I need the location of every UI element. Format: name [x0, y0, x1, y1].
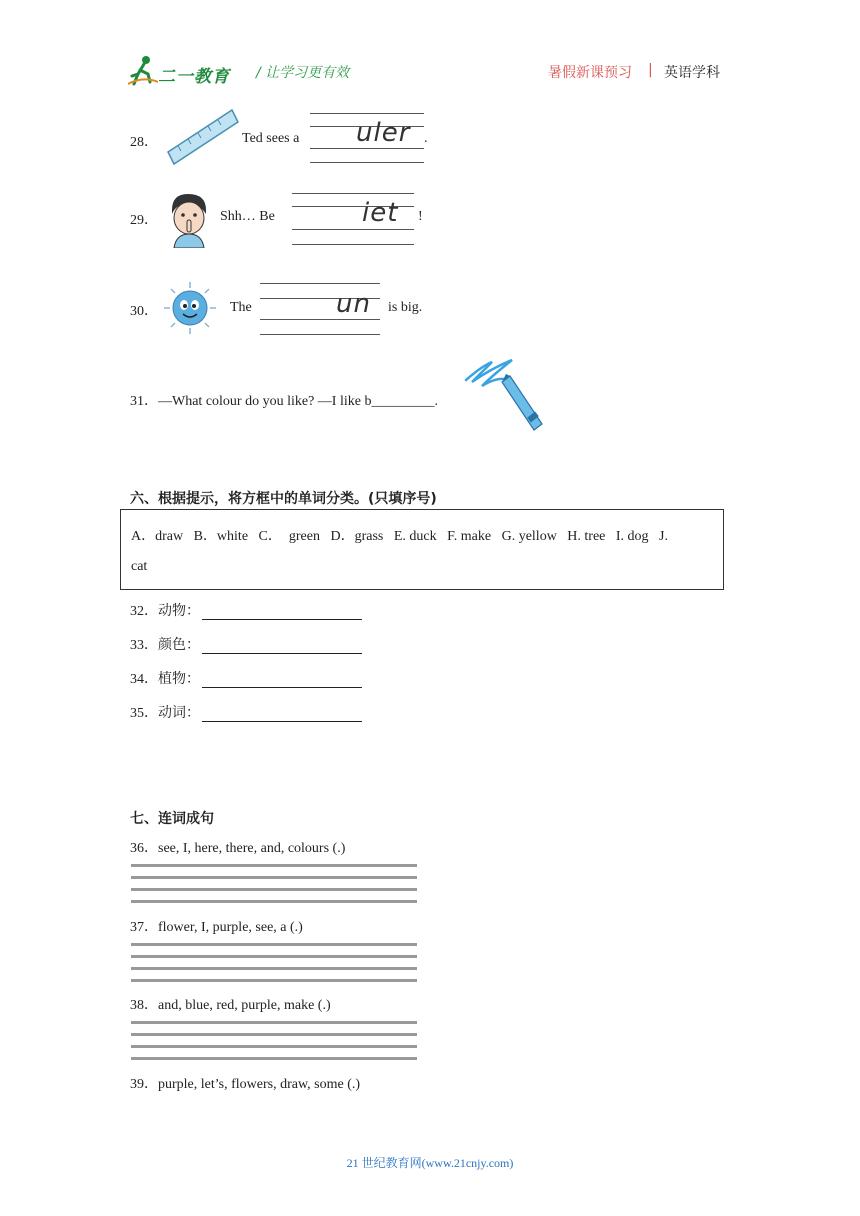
word-list-line-1: A．draw B．white C． green D．grass E. duck F. make G. yellow H. tree I. dog J.: [131, 529, 669, 544]
answer-blank[interactable]: [202, 639, 362, 654]
sentence-question: 38．and, blue, red, purple, make (.): [130, 998, 331, 1013]
category-item: 34．植物：: [130, 668, 362, 688]
question-number: 29．: [130, 213, 158, 228]
section-7-title: 七、连词成句: [130, 811, 214, 827]
writing-lines[interactable]: [131, 943, 417, 991]
question-end: !: [418, 209, 423, 224]
header-separator: |: [648, 62, 653, 78]
question-number: 30．: [130, 304, 158, 319]
blue-crayon-icon: [462, 356, 548, 436]
sun-icon: [162, 280, 218, 336]
ruler-icon: [164, 108, 240, 168]
question-text: Ted sees a: [242, 131, 300, 146]
boy-shush-icon: [166, 190, 212, 248]
question-text: The: [230, 300, 252, 315]
header-subject: 英语学科: [664, 65, 720, 81]
sentence-question: 39．purple, let’s, flowers, draw, some (.): [130, 1077, 361, 1092]
question-31: 31．—What colour do you like? —I like b_________.: [130, 394, 438, 409]
handwritten-answer: iet: [362, 198, 399, 228]
logo-text: 二一教育: [158, 67, 230, 87]
question-end: is big.: [388, 300, 423, 315]
header-course: 暑假新课预习: [548, 65, 632, 81]
word-list-line-2: cat: [131, 559, 148, 574]
question-end: .: [424, 131, 428, 146]
runner-logo-icon: [128, 54, 158, 88]
sentence-question: 36．see, I, here, there, and, colours (.): [130, 841, 346, 856]
category-item: 33．颜色：: [130, 634, 362, 654]
word-box: [120, 509, 724, 590]
brand-logo: [128, 54, 240, 90]
section-6-title: 六、根据提示，将方框中的单词分类。(只填序号): [130, 491, 437, 507]
sentence-question: 37．flower, I, purple, see, a (.): [130, 920, 303, 935]
answer-blank[interactable]: [202, 605, 362, 620]
category-item: 35．动词：: [130, 702, 362, 722]
writing-lines[interactable]: [131, 864, 417, 912]
handwritten-answer: un: [336, 289, 371, 319]
category-item: 32．动物：: [130, 600, 362, 620]
question-text: Shh… Be: [220, 209, 275, 224]
header-slogan: / 让学习更有效: [256, 65, 350, 81]
writing-lines[interactable]: [131, 1021, 417, 1069]
answer-blank[interactable]: [202, 673, 362, 688]
footer-link[interactable]: 21 世纪教育网(www.21cnjy.com): [346, 1156, 514, 1170]
answer-blank[interactable]: [202, 707, 362, 722]
question-number: 28．: [130, 135, 158, 150]
handwritten-answer: uler: [356, 118, 411, 148]
